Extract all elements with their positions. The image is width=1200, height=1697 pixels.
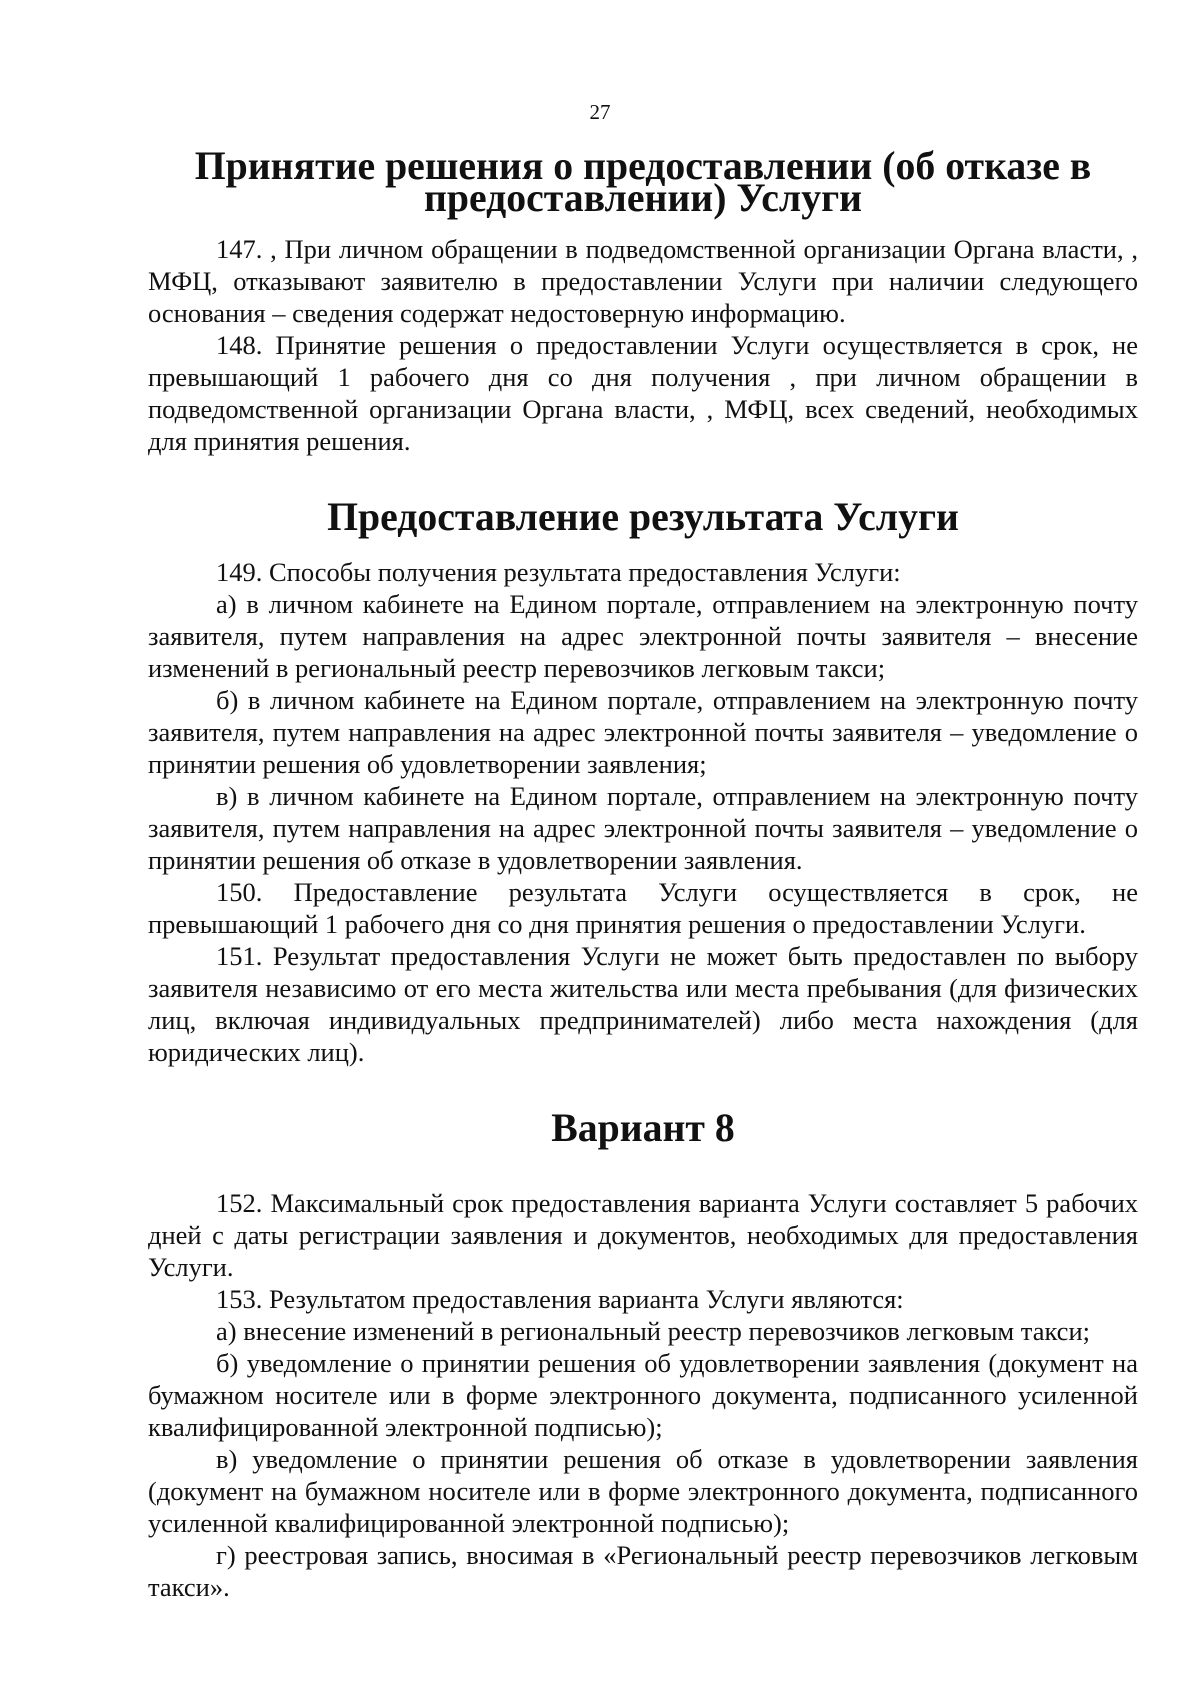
- page-number: 27: [589, 100, 611, 124]
- paragraph-153-a: а) внесение изменений в региональный реестр перевозчиков легковым такси;: [216, 1316, 1090, 1346]
- paragraph-151: 151. Результат предоставления Услуги не может быть предоставлен по выбору заявителя независимо от его места жительства или места пребывания (для физических лиц, включая индивидуальных предпринимателей) либо места нахождения (для юридических лиц).: [148, 941, 1138, 1067]
- section-heading-result: Предоставление результата Услуги: [327, 495, 959, 539]
- paragraph-149-b: б) в личном кабинете на Едином портале, отправлением на электронную почту заявителя, путем направления на адрес электронной почты заявителя – уведомление о принятии решения об удовлетворении заявления;: [148, 685, 1138, 779]
- paragraph-152: 152. Максимальный срок предоставления варианта Услуги составляет 5 рабочих дней с даты регистрации заявления и документов, необходимых для предоставления Услуги.: [148, 1188, 1138, 1282]
- paragraph-153: 153. Результатом предоставления варианта Услуги являются:: [216, 1284, 904, 1314]
- paragraph-149-v: в) в личном кабинете на Едином портале, отправлением на электронную почту заявителя, путем направления на адрес электронной почты заявителя – уведомление о принятии решения об отказе в удовлетворении заявления.: [148, 781, 1138, 875]
- paragraph-150: 150. Предоставление результата Услуги осуществляется в срок, не превышающий 1 рабочего дня со дня принятия решения о предоставлении Услуги.: [148, 877, 1138, 939]
- paragraph-153-g: г) реестровая запись, вносимая в «Региональный реестр перевозчиков легковым такси».: [148, 1540, 1138, 1602]
- paragraph-149-a: а) в личном кабинете на Едином портале, отправлением на электронную почту заявителя, путем направления на адрес электронной почты заявителя – внесение изменений в региональный реестр перевозчиков легковым такси;: [148, 589, 1138, 683]
- paragraph-153-v: в) уведомление о принятии решения об отказе в удовлетворении заявления (документ на бумажном носителе или в форме электронного документа, подписанного усиленной квалифицированной электронной подписью);: [148, 1444, 1138, 1538]
- document-body: [148, 144, 1138, 1603]
- paragraph-149: 149. Способы получения результата предоставления Услуги:: [216, 557, 901, 587]
- section-heading-variant-8: Вариант 8: [551, 1106, 735, 1150]
- section-heading-decision: Принятие решения о предоставлении (об отказе в предоставлении) Услуги: [194, 144, 1092, 220]
- paragraph-147: 147. , При личном обращении в подведомственной организации Органа власти, , МФЦ, отказывают заявителю в предоставлении Услуги при наличии следующего основания – сведения содержат недостоверную информацию.: [148, 234, 1138, 328]
- paragraph-148: 148. Принятие решения о предоставлении Услуги осуществляется в срок, не превышающий 1 рабочего дня со дня получения , при личном обращении в подведомственной организации Органа власти, , МФЦ, всех сведений, необходимых для принятия решения.: [148, 330, 1138, 456]
- paragraph-153-b: б) уведомление о принятии решения об удовлетворении заявления (документ на бумажном носителе или в форме электронного документа, подписанного усиленной квалифицированной электронной подписью);: [148, 1348, 1138, 1442]
